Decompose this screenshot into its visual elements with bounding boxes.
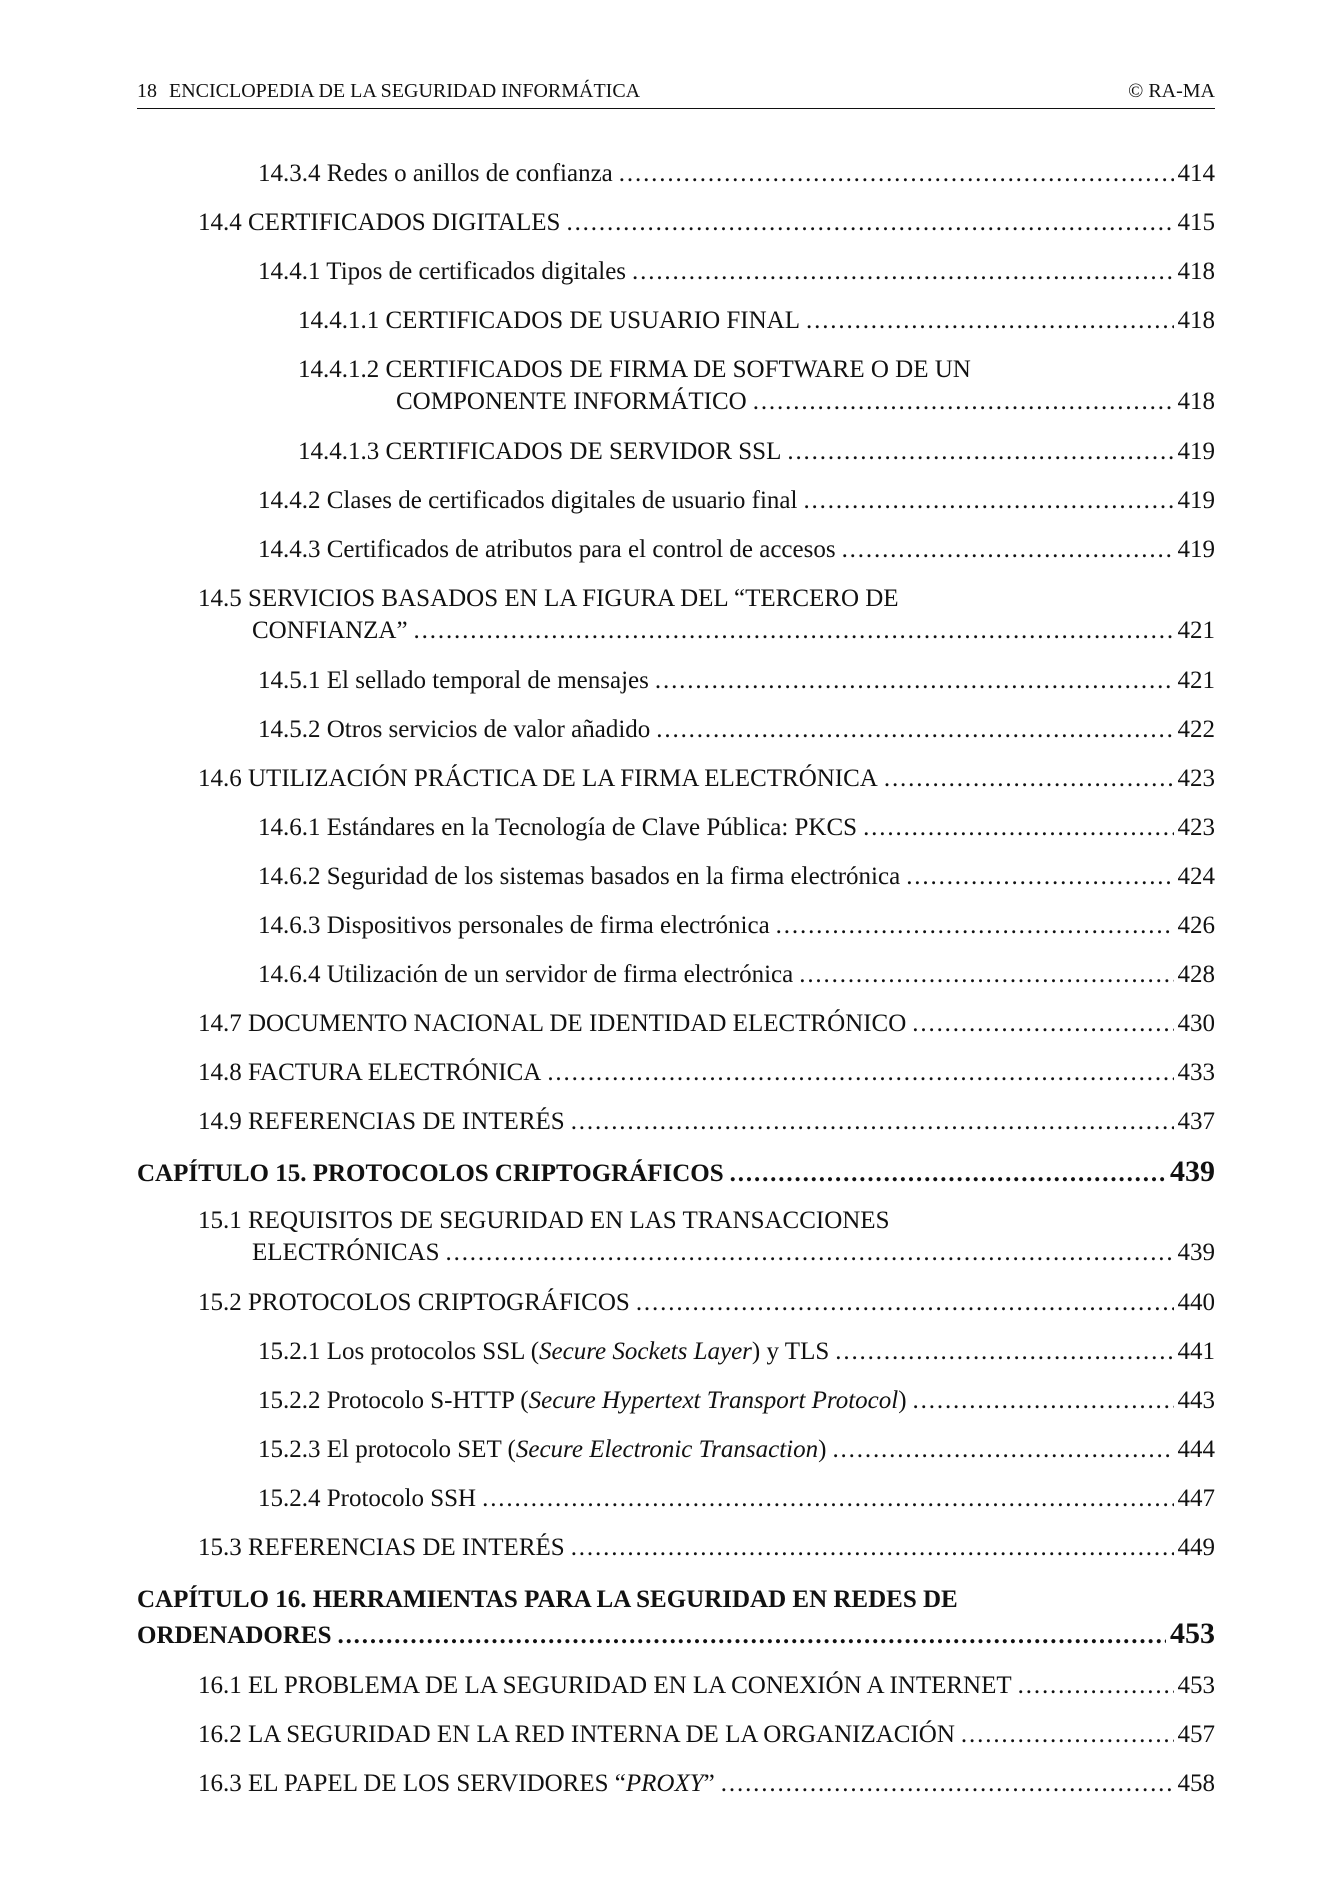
toc-entry-title: 14.6.4 Utilización de un servidor de firma electrónica xyxy=(258,961,794,988)
toc-entry[interactable] xyxy=(258,1336,1215,1368)
toc-entry-page: 414 xyxy=(1177,160,1215,187)
toc-entry[interactable] xyxy=(298,436,1215,468)
toc-entry-page: 422 xyxy=(1177,716,1215,743)
toc-entry[interactable] xyxy=(258,812,1215,844)
publisher: © RA-MA xyxy=(1128,80,1215,102)
toc-entry[interactable] xyxy=(258,256,1215,288)
toc-leader-dots xyxy=(912,1008,1173,1040)
toc-leader-dots xyxy=(884,763,1174,795)
toc-entry[interactable] xyxy=(198,1008,1215,1040)
toc-entry-page: 421 xyxy=(1177,667,1215,694)
toc-entry-title: 15.2.1 Los protocolos SSL (Secure Sockets Layer) y TLS xyxy=(258,1338,830,1365)
toc-entry-page: 430 xyxy=(1177,1010,1215,1037)
toc-entry[interactable] xyxy=(258,1483,1215,1515)
toc-chapter-page: 439 xyxy=(1170,1155,1215,1188)
toc-leader-dots xyxy=(806,305,1174,337)
toc-leader-dots xyxy=(337,1620,1166,1652)
toc-entry-title-continued: CONFIANZA” xyxy=(252,617,408,644)
toc-leader-dots xyxy=(787,436,1173,468)
toc-entry-page: 419 xyxy=(1177,487,1215,514)
toc-entry-title-continued: ELECTRÓNICAS xyxy=(252,1239,440,1266)
toc-entry-page: 433 xyxy=(1177,1059,1215,1086)
toc-entry-title: 16.1 EL PROBLEMA DE LA SEGURIDAD EN LA CONEXIÓN A INTERNET xyxy=(198,1672,1012,1699)
toc-leader-dots xyxy=(842,534,1174,566)
toc-chapter-entry[interactable] xyxy=(137,1584,1215,1652)
toc-entry[interactable] xyxy=(198,763,1215,795)
toc-entry-page: 415 xyxy=(1177,209,1215,236)
toc-leader-dots xyxy=(632,256,1173,288)
toc-entry-page: 453 xyxy=(1177,1672,1215,1699)
toc-entry-page: 418 xyxy=(1177,307,1215,334)
toc-entry[interactable] xyxy=(198,1287,1215,1319)
toc-entry[interactable] xyxy=(258,485,1215,517)
toc-leader-dots xyxy=(547,1057,1173,1089)
toc-entry[interactable] xyxy=(198,1532,1215,1564)
toc-entry-page: 437 xyxy=(1177,1108,1215,1135)
toc-entry-title: 15.3 REFERENCIAS DE INTERÉS xyxy=(198,1534,565,1561)
toc-entry-title: 14.4.2 Clases de certificados digitales de usuario final xyxy=(258,487,798,514)
toc-entry-title: 14.5.2 Otros servicios de valor añadido xyxy=(258,716,651,743)
toc-entry-title: 14.6 UTILIZACIÓN PRÁCTICA DE LA FIRMA ELECTRÓNICA xyxy=(198,765,878,792)
toc-entry[interactable] xyxy=(198,1768,1215,1800)
toc-leader-dots xyxy=(961,1719,1174,1751)
toc-entry-title: 14.5.1 El sellado temporal de mensajes xyxy=(258,667,649,694)
toc-chapter-title: CAPÍTULO 15. PROTOCOLOS CRIPTOGRÁFICOS xyxy=(137,1160,724,1187)
toc-chapter-title-continued: ORDENADORES xyxy=(137,1622,332,1649)
toc-entry[interactable] xyxy=(258,861,1215,893)
toc-leader-dots xyxy=(799,959,1173,991)
toc-entry-page: 421 xyxy=(1177,617,1215,644)
toc-entry-title: 15.2 PROTOCOLOS CRIPTOGRÁFICOS xyxy=(198,1289,630,1316)
toc-entry-title: 14.4 CERTIFICADOS DIGITALES xyxy=(198,209,561,236)
toc-leader-dots xyxy=(636,1287,1174,1319)
toc-entry[interactable] xyxy=(258,534,1215,566)
toc-entry[interactable] xyxy=(198,1106,1215,1138)
toc-entry[interactable] xyxy=(258,1385,1215,1417)
toc-entry-page: 440 xyxy=(1177,1289,1215,1316)
toc-entry-title: 15.1 REQUISITOS DE SEGURIDAD EN LAS TRANSACCIONES xyxy=(198,1207,890,1234)
toc-leader-dots xyxy=(906,861,1173,893)
toc-entry-title: 14.6.3 Dispositivos personales de firma electrónica xyxy=(258,912,770,939)
toc-leader-dots xyxy=(1018,1670,1174,1702)
toc-entry-page: 447 xyxy=(1177,1485,1215,1512)
toc-leader-dots xyxy=(863,812,1173,844)
toc-entry-page: 418 xyxy=(1177,388,1215,415)
toc-entry-title: 14.6.2 Seguridad de los sistemas basados en la firma electrónica xyxy=(258,863,901,890)
toc-entry-page: 458 xyxy=(1177,1770,1215,1797)
toc-entry-title: 14.3.4 Redes o anillos de confianza xyxy=(258,160,613,187)
toc-leader-dots xyxy=(482,1483,1173,1515)
toc-entry[interactable] xyxy=(198,1057,1215,1089)
toc-leader-dots xyxy=(414,615,1174,647)
toc-entry[interactable] xyxy=(258,158,1215,190)
toc-entry[interactable] xyxy=(198,583,1215,647)
toc-entry-page: 419 xyxy=(1177,438,1215,465)
toc-entry[interactable] xyxy=(258,665,1215,697)
toc-entry-title-italic: Secure Electronic Transaction xyxy=(515,1436,819,1463)
toc-entry-page: 439 xyxy=(1177,1239,1215,1266)
toc-leader-dots xyxy=(721,1768,1174,1800)
book-title: ENCICLOPEDIA DE LA SEGURIDAD INFORMÁTICA xyxy=(169,80,641,102)
toc-entry[interactable] xyxy=(258,1434,1215,1466)
toc-entry-page: 444 xyxy=(1177,1436,1215,1463)
toc-entry-page: 457 xyxy=(1177,1721,1215,1748)
toc-entry-title: 16.3 EL PAPEL DE LOS SERVIDORES “PROXY” xyxy=(198,1770,715,1797)
toc-leader-dots xyxy=(753,386,1174,418)
toc-leader-dots xyxy=(566,207,1173,239)
toc-entry-page: 449 xyxy=(1177,1534,1215,1561)
toc-entry-title-italic: PROXY xyxy=(625,1770,704,1797)
toc-chapter-title: CAPÍTULO 16. HERRAMIENTAS PARA LA SEGURIDAD EN REDES DE xyxy=(137,1586,958,1613)
toc-leader-dots xyxy=(803,485,1173,517)
toc-entry[interactable] xyxy=(298,305,1215,337)
toc-entry-title: 14.8 FACTURA ELECTRÓNICA xyxy=(198,1059,542,1086)
toc-entry-title: 14.4.1.3 CERTIFICADOS DE SERVIDOR SSL xyxy=(298,438,782,465)
toc-entry-page: 424 xyxy=(1177,863,1215,890)
toc-leader-dots xyxy=(832,1434,1173,1466)
toc-entry[interactable] xyxy=(258,959,1215,991)
toc-entry-page: 419 xyxy=(1177,536,1215,563)
toc-entry-title: 14.6.1 Estándares en la Tecnología de Clave Pública: PKCS xyxy=(258,814,858,841)
toc-chapter-entry[interactable] xyxy=(137,1156,1215,1190)
toc-entry[interactable] xyxy=(258,714,1215,746)
toc-entry-page: 443 xyxy=(1177,1387,1215,1414)
toc-entry[interactable] xyxy=(198,207,1215,239)
toc-entry-title: 14.4.1.2 CERTIFICADOS DE FIRMA DE SOFTWARE O DE UN xyxy=(298,356,971,383)
toc-entry-title: 14.4.1.1 CERTIFICADOS DE USUARIO FINAL xyxy=(298,307,800,334)
toc-entry-title: 14.4.1 Tipos de certificados digitales xyxy=(258,258,627,285)
toc-entry[interactable] xyxy=(198,1719,1215,1751)
toc-leader-dots xyxy=(835,1336,1173,1368)
toc-leader-dots xyxy=(446,1237,1174,1269)
toc-leader-dots xyxy=(730,1158,1166,1190)
toc-entry-title: 14.7 DOCUMENTO NACIONAL DE IDENTIDAD ELECTRÓNICO xyxy=(198,1010,907,1037)
toc-entry-page: 426 xyxy=(1177,912,1215,939)
toc-entry-title: 14.5 SERVICIOS BASADOS EN LA FIGURA DEL “TERCERO DE xyxy=(198,585,899,612)
toc-leader-dots xyxy=(571,1106,1174,1138)
toc-entry-page: 428 xyxy=(1177,961,1215,988)
toc-entry[interactable] xyxy=(298,354,1215,418)
toc-leader-dots xyxy=(619,158,1174,190)
page-number: 18 xyxy=(137,80,157,102)
toc-leader-dots xyxy=(571,1532,1174,1564)
toc-leader-dots xyxy=(776,910,1174,942)
toc-entry-title-italic: Secure Hypertext Transport Protocol xyxy=(528,1387,899,1414)
toc-entry-title: 14.4.3 Certificados de atributos para el control de accesos xyxy=(258,536,836,563)
toc-entry-title: 15.2.3 El protocolo SET (Secure Electronic Transaction) xyxy=(258,1436,827,1463)
toc-entry[interactable] xyxy=(198,1670,1215,1702)
toc-entry-title: 15.2.4 Protocolo SSH xyxy=(258,1485,477,1512)
toc-leader-dots xyxy=(655,665,1174,697)
toc-entry-title-continued: COMPONENTE INFORMÁTICO xyxy=(396,388,747,415)
toc-entry-title: 14.9 REFERENCIAS DE INTERÉS xyxy=(198,1108,565,1135)
toc-entry-title: 16.2 LA SEGURIDAD EN LA RED INTERNA DE LA ORGANIZACIÓN xyxy=(198,1721,955,1748)
toc-entry-page: 441 xyxy=(1177,1338,1215,1365)
toc-entry-page: 418 xyxy=(1177,258,1215,285)
toc-entry[interactable] xyxy=(198,1205,1215,1269)
toc-leader-dots xyxy=(913,1385,1174,1417)
toc-entry-page: 423 xyxy=(1177,765,1215,792)
toc-entry-title: 15.2.2 Protocolo S-HTTP (Secure Hypertext Transport Protocol) xyxy=(258,1387,907,1414)
toc-entry-page: 423 xyxy=(1177,814,1215,841)
toc-entry-title-italic: Secure Sockets Layer xyxy=(539,1338,752,1365)
toc-leader-dots xyxy=(656,714,1173,746)
toc-chapter-page: 453 xyxy=(1170,1617,1215,1650)
toc-entry[interactable] xyxy=(258,910,1215,942)
